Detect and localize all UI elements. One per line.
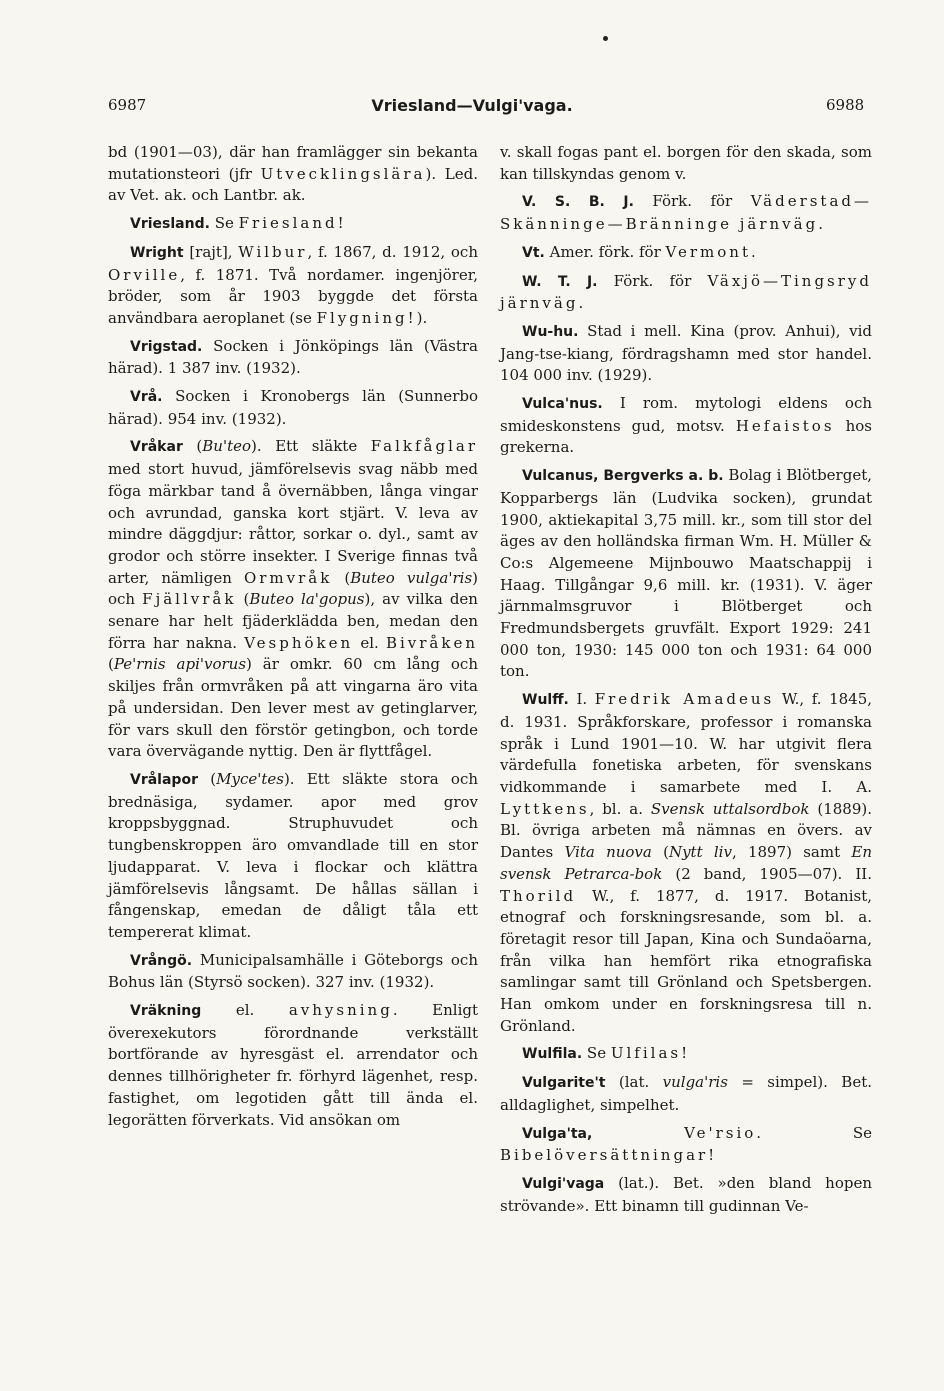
- entry-text: Stad i mell. Kina (prov. Anhui), vid Jang-tse-kiang, fördragshamn med stor handel. 104 000 inv. (1929).: [500, 321, 872, 385]
- entry-text: .: [750, 242, 756, 261]
- entry-text: v. skall fogas pant el. borgen för den skada, som kan tillskyndas genom v.: [500, 143, 872, 183]
- entry-text: (: [236, 590, 250, 609]
- dictionary-entry: [500, 689, 872, 1037]
- entry-text: Ve'rsio: [684, 1123, 757, 1142]
- entry-text: Se: [209, 214, 239, 233]
- entry-text: Socken i Kronobergs län (Sunnerbo härad). 954 inv. (1932).: [108, 387, 478, 428]
- entry-headword: Wright: [130, 244, 184, 261]
- entry-text: Ormvråk: [243, 568, 333, 587]
- entry-headword: Vrigstad.: [130, 338, 203, 355]
- entry-text: (: [108, 655, 114, 674]
- entry-text: Buteo vulga'ris: [350, 568, 473, 587]
- entry-text: ), av vilka den senare har helt fjäderklädda ben, medan den förra har nakna.: [108, 590, 478, 652]
- entry-headword: Vrångö.: [130, 952, 193, 969]
- entry-text: (: [182, 437, 203, 456]
- entry-text: avhysning: [288, 1001, 393, 1020]
- entry-text: = simpel). Bet. alldaglighet, simpelhet.: [500, 1073, 872, 1114]
- entry-text: W., f. 1877, d. 1917. Botanist, etnograf och forskningsresande, som bl. a. företagit resor till Japan, Kina och Sundaöarna, från vilka han hemfört rika etnografiska samlingar samt till Grönland och Spetsbergen. Han omkom under en forskningsresa till n. Grönland.: [500, 886, 872, 1035]
- entry-text: Se: [582, 1044, 611, 1063]
- entry-headword: Vulca'nus.: [522, 396, 603, 413]
- entry-text: Buteo la'gopus: [249, 590, 365, 609]
- entry-text: I.: [568, 690, 595, 709]
- entry-text: (: [332, 568, 351, 587]
- entry-headword: Wulfila.: [522, 1046, 583, 1063]
- dictionary-entry: [108, 242, 478, 330]
- entry-text: Myce'tes: [216, 769, 284, 788]
- entry-text: Ulfilas!: [610, 1044, 691, 1063]
- dictionary-entry: [500, 1072, 872, 1116]
- entry-text: , f. 1867, d. 1912, och: [307, 242, 478, 261]
- right-column: [500, 142, 872, 1223]
- entry-text: Wilbur: [238, 242, 308, 261]
- entry-headword: Vulcanus, Bergverks a. b.: [522, 468, 724, 485]
- dictionary-entry: [108, 1000, 478, 1131]
- entry-headword: Vriesland.: [130, 216, 210, 233]
- entry-text: (lat.). Bet. »den bland hopen strövande». Ett binamn till gudinnan Ve-: [500, 1173, 872, 1215]
- page-header: [0, 96, 944, 120]
- entry-text: Fredrik Amadeus: [594, 690, 775, 709]
- entry-headword: Vulga'ta,: [522, 1125, 593, 1142]
- entry-headword: Vulgarite't: [522, 1075, 606, 1092]
- entry-text: W., f. 1845, d. 1931. Språkforskare, professor i romanska språk i Lund 1901—10. W. har utgivit flera värdefulla fonetiska arbeten, för svenskans vidkommande i samarbete med I. A.: [500, 690, 873, 796]
- entry-text: Pe'rnis api'vorus: [113, 655, 247, 674]
- dictionary-entry: [108, 436, 478, 763]
- right-page-number: 6988: [826, 96, 865, 114]
- dictionary-entry: [500, 321, 872, 387]
- entry-text: Lyttkens: [500, 799, 590, 818]
- dictionary-entry: [500, 191, 872, 235]
- entry-text: . Enligt överexekutors förordnande verkställt bortförande av hyresgäst el. arrendator och dennes tillhörigheter fr. förhyrd lägenhet, resp. fastighet, om legotiden gått till ända el. legorätten förverkats. Vid ansökan om: [108, 1001, 478, 1129]
- entry-headword: Vrålapor: [130, 771, 198, 788]
- entry-headword: Vulgi'vaga: [522, 1175, 605, 1192]
- dictionary-entry: [500, 1123, 872, 1167]
- entry-text: , f. 1871. Två nordamer. ingenjörer, bröder, som år 1903 byggde det första användbara aeroplanet (se: [108, 265, 478, 327]
- entry-headword: Vrå.: [130, 389, 163, 406]
- entry-headword: Vt.: [522, 244, 545, 261]
- entry-text: Friesland!: [238, 214, 347, 233]
- dictionary-entry: [500, 393, 872, 459]
- entry-text: vulga'ris: [662, 1073, 728, 1092]
- dictionary-entry: [500, 1043, 872, 1066]
- entry-text: (: [651, 843, 669, 862]
- entry-text: ). Ett släkte: [251, 437, 371, 456]
- entry-text: Vesphöken: [244, 633, 354, 652]
- entry-text: ).: [416, 308, 428, 327]
- entry-text: Vita nuova: [564, 843, 652, 862]
- entry-headword: V. S. B. J.: [522, 194, 634, 211]
- entry-text: ). Led. av Vet. ak. och Lantbr. ak.: [108, 164, 478, 205]
- entry-text: (1889). Bl. övriga arbeten må nämnas en övers. av Dantes: [500, 799, 873, 862]
- dictionary-entry: [500, 142, 872, 185]
- entry-text: Nytt liv: [668, 843, 732, 862]
- entry-text: Vermont: [665, 242, 751, 261]
- entry-headword: Vråkar: [130, 439, 183, 456]
- entry-text: Hefaistos: [735, 416, 835, 435]
- entry-text: Bu'teo: [202, 437, 252, 456]
- entry-text: Utvecklingslära: [260, 164, 426, 183]
- entry-text: Amer. förk. för: [544, 242, 666, 261]
- entry-text: (: [197, 769, 217, 788]
- entry-text: Municipalsamhälle i Göteborgs och Bohus län (Styrsö socken). 327 inv. (1932).: [108, 950, 478, 992]
- dictionary-entry: [108, 769, 478, 944]
- entry-text: Växjö—Tingsryd järnväg: [500, 271, 873, 313]
- entry-text: I rom. mytologi eldens och smideskonstens gud, motsv.: [500, 394, 872, 435]
- entry-text: Svensk uttalsordbok: [650, 799, 810, 818]
- entry-text: En svensk Petrarca-bok: [500, 843, 872, 883]
- left-column: [108, 142, 478, 1137]
- entry-text: , bl. a.: [589, 799, 651, 818]
- dictionary-entry: [108, 142, 478, 207]
- entry-text: el.: [201, 1001, 289, 1020]
- entry-text: . Se: [756, 1123, 872, 1142]
- entry-text: [rajt],: [183, 242, 239, 261]
- entry-text: el.: [353, 633, 386, 652]
- entry-text: Förk. för: [597, 271, 708, 290]
- entry-text: Flygning!: [316, 308, 417, 327]
- left-page-number: 6987: [108, 96, 147, 114]
- dictionary-entry: [500, 1173, 872, 1217]
- entry-text: ) och: [108, 568, 479, 609]
- entry-text: Fjällvråk: [142, 590, 237, 609]
- entry-text: , 1897) samt: [731, 843, 852, 862]
- entry-text: Orville: [108, 265, 181, 284]
- entry-text: med stort huvud, jämförelsevis svag näbb med föga märkbar tand å övernäbben, långa vingar och avrundad, ganska kort stjärt. V. leva av mindre däggdjur: råttor, sorkar o. dyl., samt av grodor och större insekter. I Sverige finnas två arter, nämligen: [108, 460, 478, 587]
- entry-text: Bibelöversättningar!: [500, 1146, 718, 1165]
- entry-text: ). Ett släkte stora och brednäsiga, sydamer. apor med grov kroppsbyggnad. Struphuvudet och tungbenskroppen äro omvandlade till en stor ljudapparat. V. leva i flockar och klättra jämförelsevis långsamt. De hållas sällan i fångenskap, emedan de dåligt tåla ett tempererat klimat.: [108, 769, 479, 941]
- entry-text: (lat.: [605, 1073, 663, 1092]
- entry-text: (2 band, 1905—07). II.: [662, 864, 872, 883]
- entry-text: Thorild: [500, 886, 577, 905]
- entry-text: .: [578, 294, 584, 313]
- entry-headword: Vräkning: [130, 1003, 202, 1020]
- entry-text: .: [818, 215, 823, 234]
- dictionary-entry: [500, 242, 872, 265]
- printer-mark: [603, 36, 608, 41]
- entry-text: Förk. för: [633, 192, 751, 211]
- entry-text: Socken i Jönköpings län (Västra härad). 1 387 inv. (1932).: [108, 336, 478, 378]
- dictionary-entry: [108, 950, 478, 994]
- entry-text: Väderstad—Skänninge—Bränninge järnväg: [500, 192, 873, 234]
- entry-headword: Wulff.: [522, 692, 569, 709]
- dictionary-entry: [500, 271, 872, 315]
- entry-text: bd (1901—03), där han framlägger sin bekanta mutationsteori (jfr: [108, 143, 478, 183]
- page-title: Vriesland—Vulgi'vaga.: [371, 96, 573, 115]
- entry-text: hos grekerna.: [500, 416, 872, 457]
- entry-text: Bolag i Blötberget, Kopparbergs län (Ludvika socken), grundat 1900, aktiekapital 3,75 mill. kr., som till stor del äges av den holländska firman Wm. H. Müller & Co:s Algemeene Mijnbouwo Maatschappij i Haag. Tillgångar 9,6 mill. kr. (1931). V. äger järnmalmsgruvor i Blötberget och Fredmundsbergets gruvfält. Export 1929: 241 000 ton, 1930: 145 000 ton och 1931: 64 000 ton.: [500, 466, 872, 681]
- dictionary-entry: [108, 386, 478, 430]
- dictionary-entry: [108, 336, 478, 380]
- entry-text: ) är omkr. 60 cm lång och skiljes från ormvråken på att vingarna äro vita på undersidan. Den lever mest av getinglarver, för vars skull den förstör getingbon, och torde vara övervägande nyttig. Den är flyttfågel.: [108, 655, 478, 761]
- dictionary-entry: [108, 213, 478, 236]
- entry-headword: Wu-hu.: [522, 323, 579, 340]
- dictionary-entry: [500, 465, 872, 683]
- entry-text: [592, 1124, 684, 1142]
- entry-headword: W. T. J.: [522, 273, 598, 290]
- entry-text: Bivråken: [385, 633, 478, 652]
- entry-text: Falkfåglar: [370, 437, 478, 456]
